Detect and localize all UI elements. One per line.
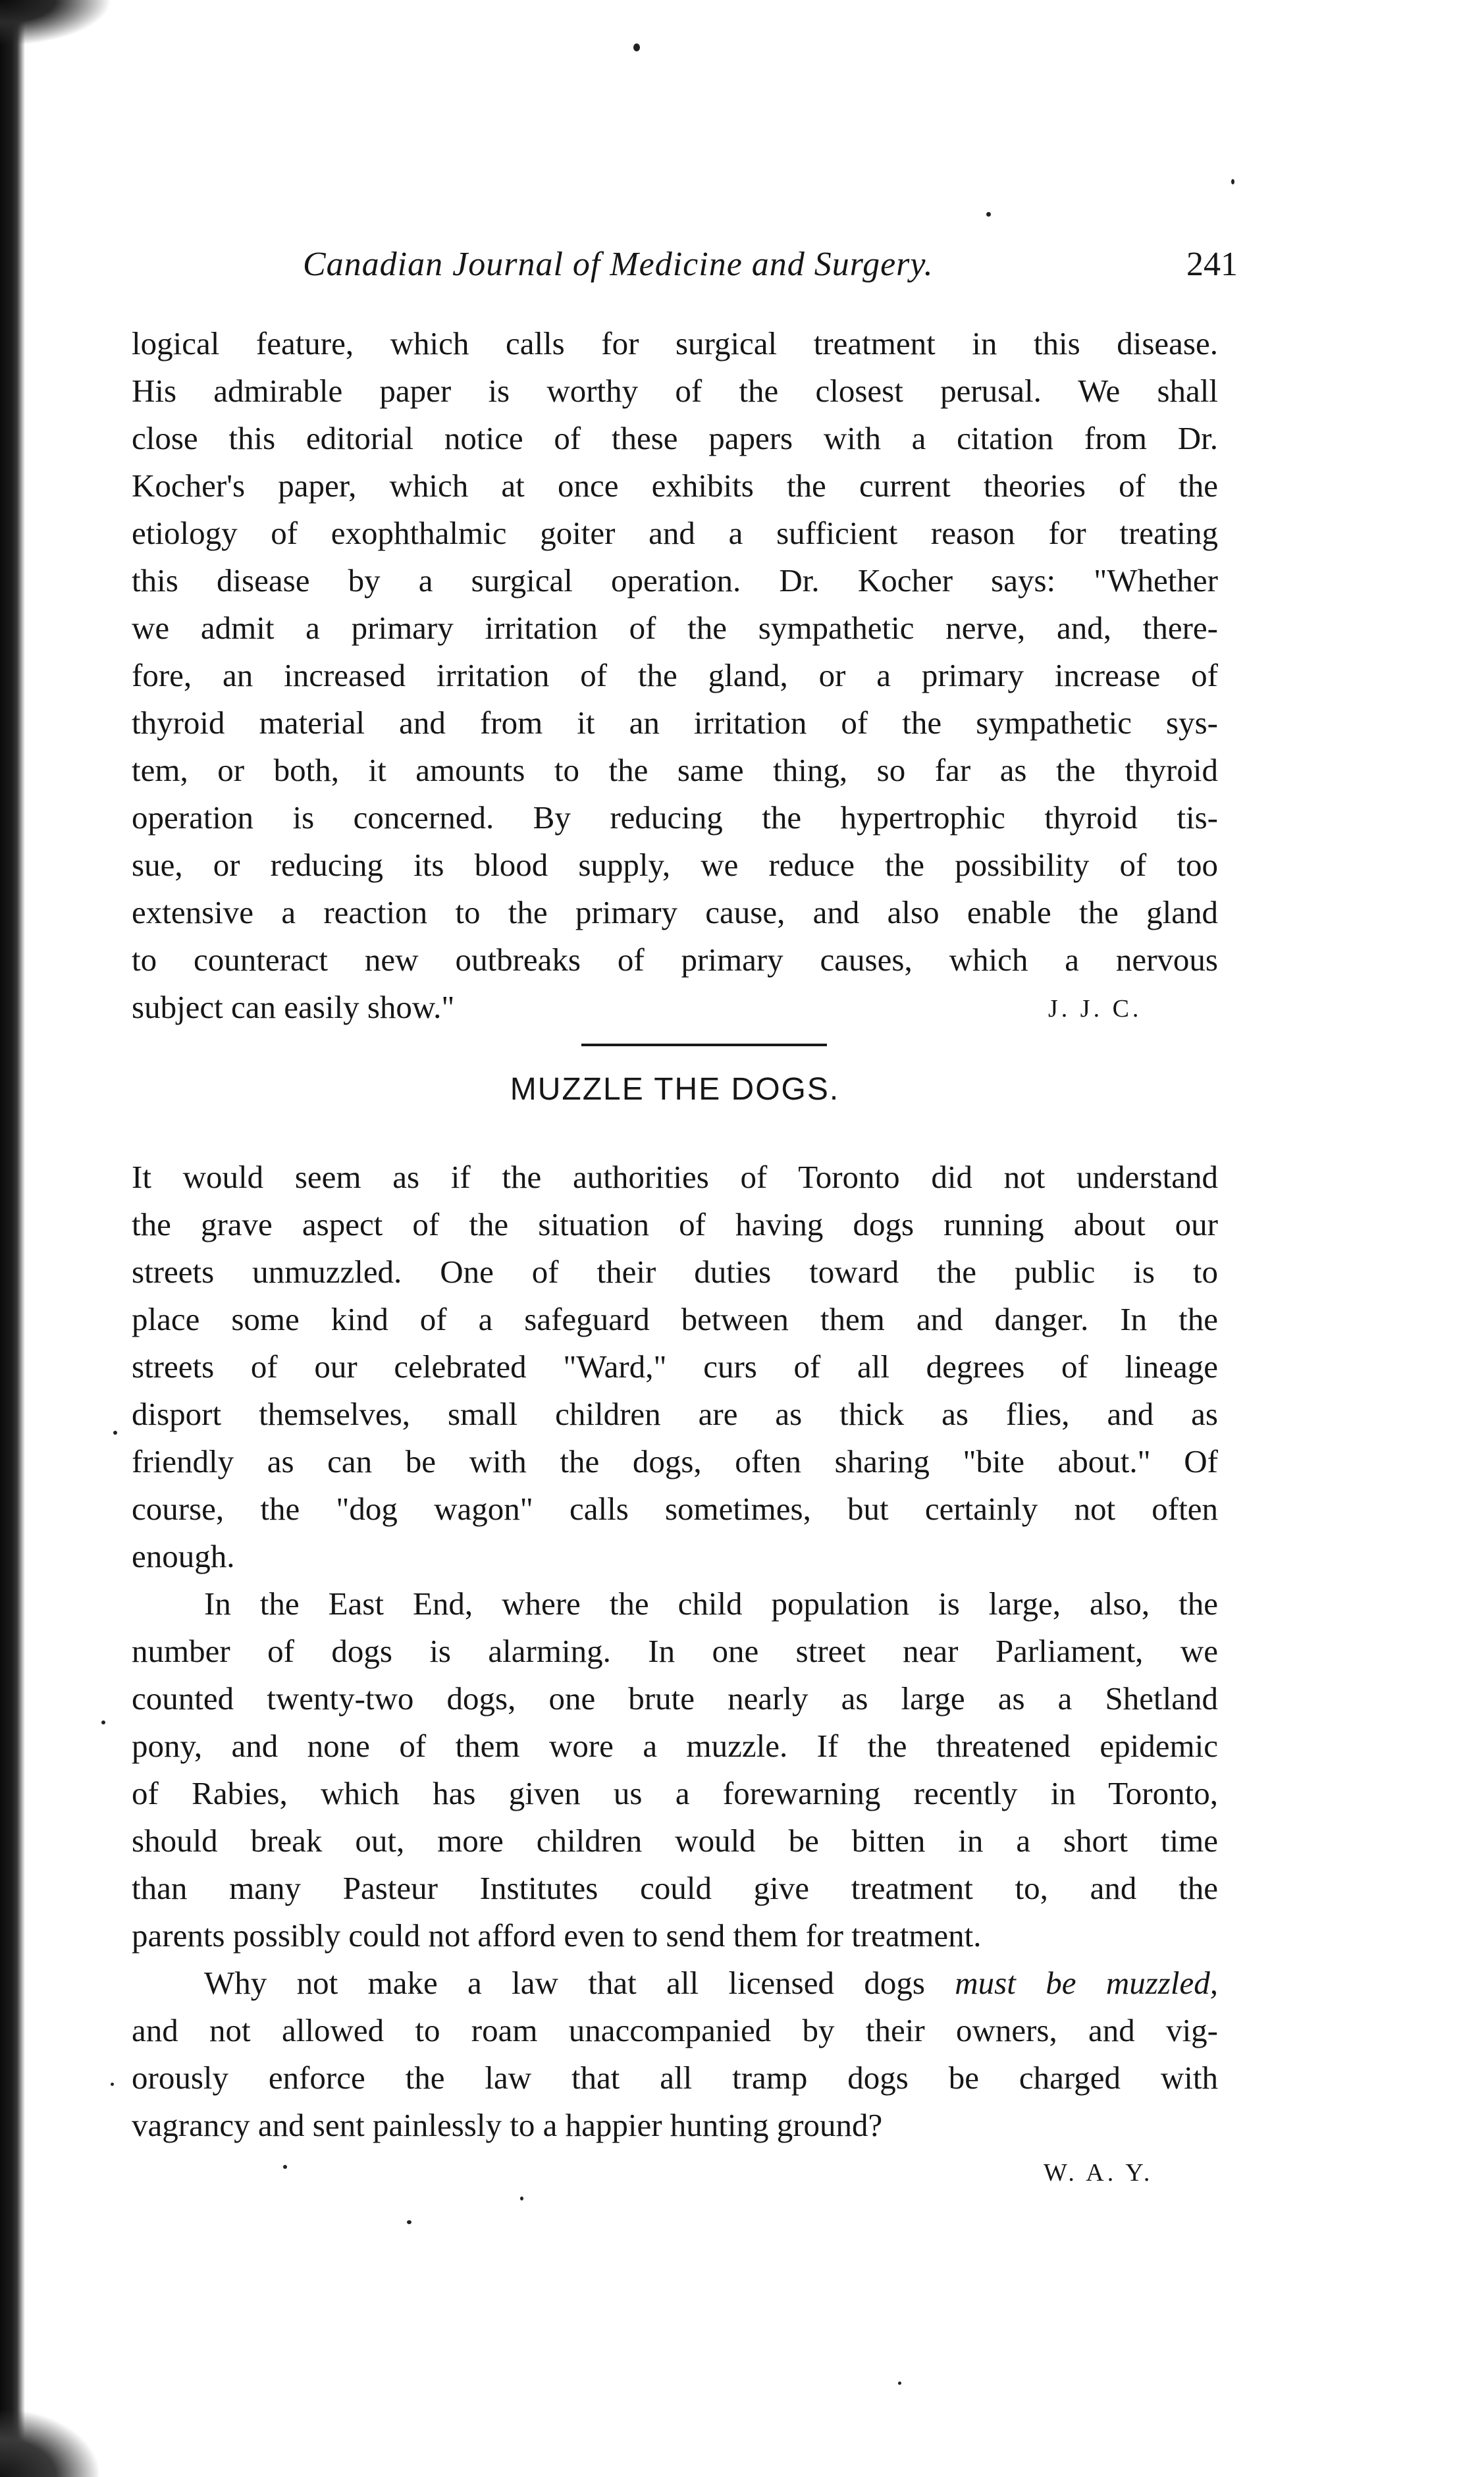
text-line: thyroid material and from it an irritation of the sympathetic sys- [132, 705, 1218, 741]
scan-speck [111, 2083, 114, 2086]
text-line: It would seem as if the authorities of Toronto did not understand [132, 1159, 1218, 1195]
journal-title: Canadian Journal of Medicine and Surgery. [303, 246, 934, 283]
text-line: course, the "dog wagon" calls sometimes, but certainly not often [132, 1491, 1218, 1527]
scan-speck [1231, 179, 1234, 184]
text-line: parents possibly could not afford even to send them for treatment. [132, 1917, 982, 1954]
scan-speck [283, 2165, 287, 2169]
text-line: counted twenty-two dogs, one brute nearly as large as a Shetland [132, 1680, 1218, 1717]
text-line: streets unmuzzled. One of their duties toward the public is to [132, 1254, 1218, 1290]
text-line: sue, or reducing its blood supply, we reduce the possibility of too [132, 847, 1218, 883]
text-line: and not allowed to roam unaccompanied by their owners, and vig- [132, 2012, 1218, 2048]
text-line: the grave aspect of the situation of having dogs running about our [132, 1206, 1218, 1242]
text-line: we admit a primary irritation of the sympathetic nerve, and, there- [132, 610, 1218, 646]
scan-speck [520, 2197, 523, 2200]
text-line: streets of our celebrated "Ward," curs of all degrees of lineage [132, 1348, 1218, 1385]
text-line: to counteract new outbreaks of primary causes, which a nervous [132, 942, 1218, 978]
text-line: disport themselves, small children are as thick as flies, and as [132, 1396, 1218, 1432]
text-line: close this editorial notice of these papers with a citation from Dr. [132, 420, 1218, 456]
text-line: Kocher's paper, which at once exhibits the current theories of the [132, 467, 1218, 504]
text-line: fore, an increased irritation of the gland, or a primary increase of [132, 657, 1218, 693]
text-line: etiology of exophthalmic goiter and a sufficient reason for treating [132, 515, 1218, 551]
text-line: extensive a reaction to the primary cause, and also enable the gland [132, 894, 1218, 930]
scan-speck [986, 212, 991, 217]
scan-speck [898, 2382, 901, 2385]
text-line: pony, and none of them wore a muzzle. If the threatened epidemic [132, 1728, 1218, 1764]
text-line: number of dogs is alarming. In one street near Parliament, we [132, 1633, 1218, 1669]
text-line: should break out, more children would be bitten in a short time [132, 1823, 1218, 1859]
text-line: Why not make a law that all licensed dogs must be muzzled, [204, 1965, 1218, 2001]
article-heading: MUZZLE THE DOGS. [510, 1072, 840, 1107]
binding-shadow-bottom [0, 2410, 99, 2477]
text-line: In the East End, where the child population is large, also, the [204, 1585, 1218, 1622]
text-line: enough. [132, 1538, 235, 1574]
text-line: than many Pasteur Institutes could give treatment to, and the [132, 1870, 1218, 1906]
text-line: logical feature, which calls for surgical treatment in this disease. [132, 325, 1218, 361]
text-line: of Rabies, which has given us a forewarning recently in Toronto, [132, 1775, 1218, 1811]
scan-speck [407, 2220, 411, 2224]
binding-shadow-top [0, 0, 112, 46]
text-line: this disease by a surgical operation. Dr. Kocher says: "Whether [132, 562, 1218, 599]
scan-speck [633, 43, 640, 51]
text-line: operation is concerned. By reducing the hypertrophic thyroid tis- [132, 799, 1218, 836]
scan-speck [101, 1720, 105, 1724]
text-line: orously enforce the law that all tramp dogs be charged with [132, 2060, 1218, 2096]
text-line: subject can easily show." [132, 989, 455, 1025]
article-signature: W. A. Y. [1044, 2159, 1153, 2187]
text-line: vagrancy and sent painlessly to a happier hunting ground? [132, 2107, 883, 2143]
scan-speck [113, 1431, 117, 1435]
page-number: 241 [1186, 246, 1238, 283]
drop-cap-word: It [132, 1159, 151, 1195]
text-line: tem, or both, it amounts to the same thing, so far as the thyroid [132, 752, 1218, 788]
section-divider [581, 1044, 827, 1046]
running-head [303, 245, 1238, 291]
text-line: place some kind of a safeguard between them and danger. In the [132, 1301, 1218, 1337]
editorial-signature: J. J. C. [1048, 995, 1142, 1023]
binding-shadow [0, 0, 25, 2477]
emphasis: must be muzzled, [955, 1965, 1218, 2001]
text-line: friendly as can be with the dogs, often sharing "bite about." Of [132, 1443, 1218, 1479]
text-line: His admirable paper is worthy of the closest perusal. We shall [132, 373, 1218, 409]
